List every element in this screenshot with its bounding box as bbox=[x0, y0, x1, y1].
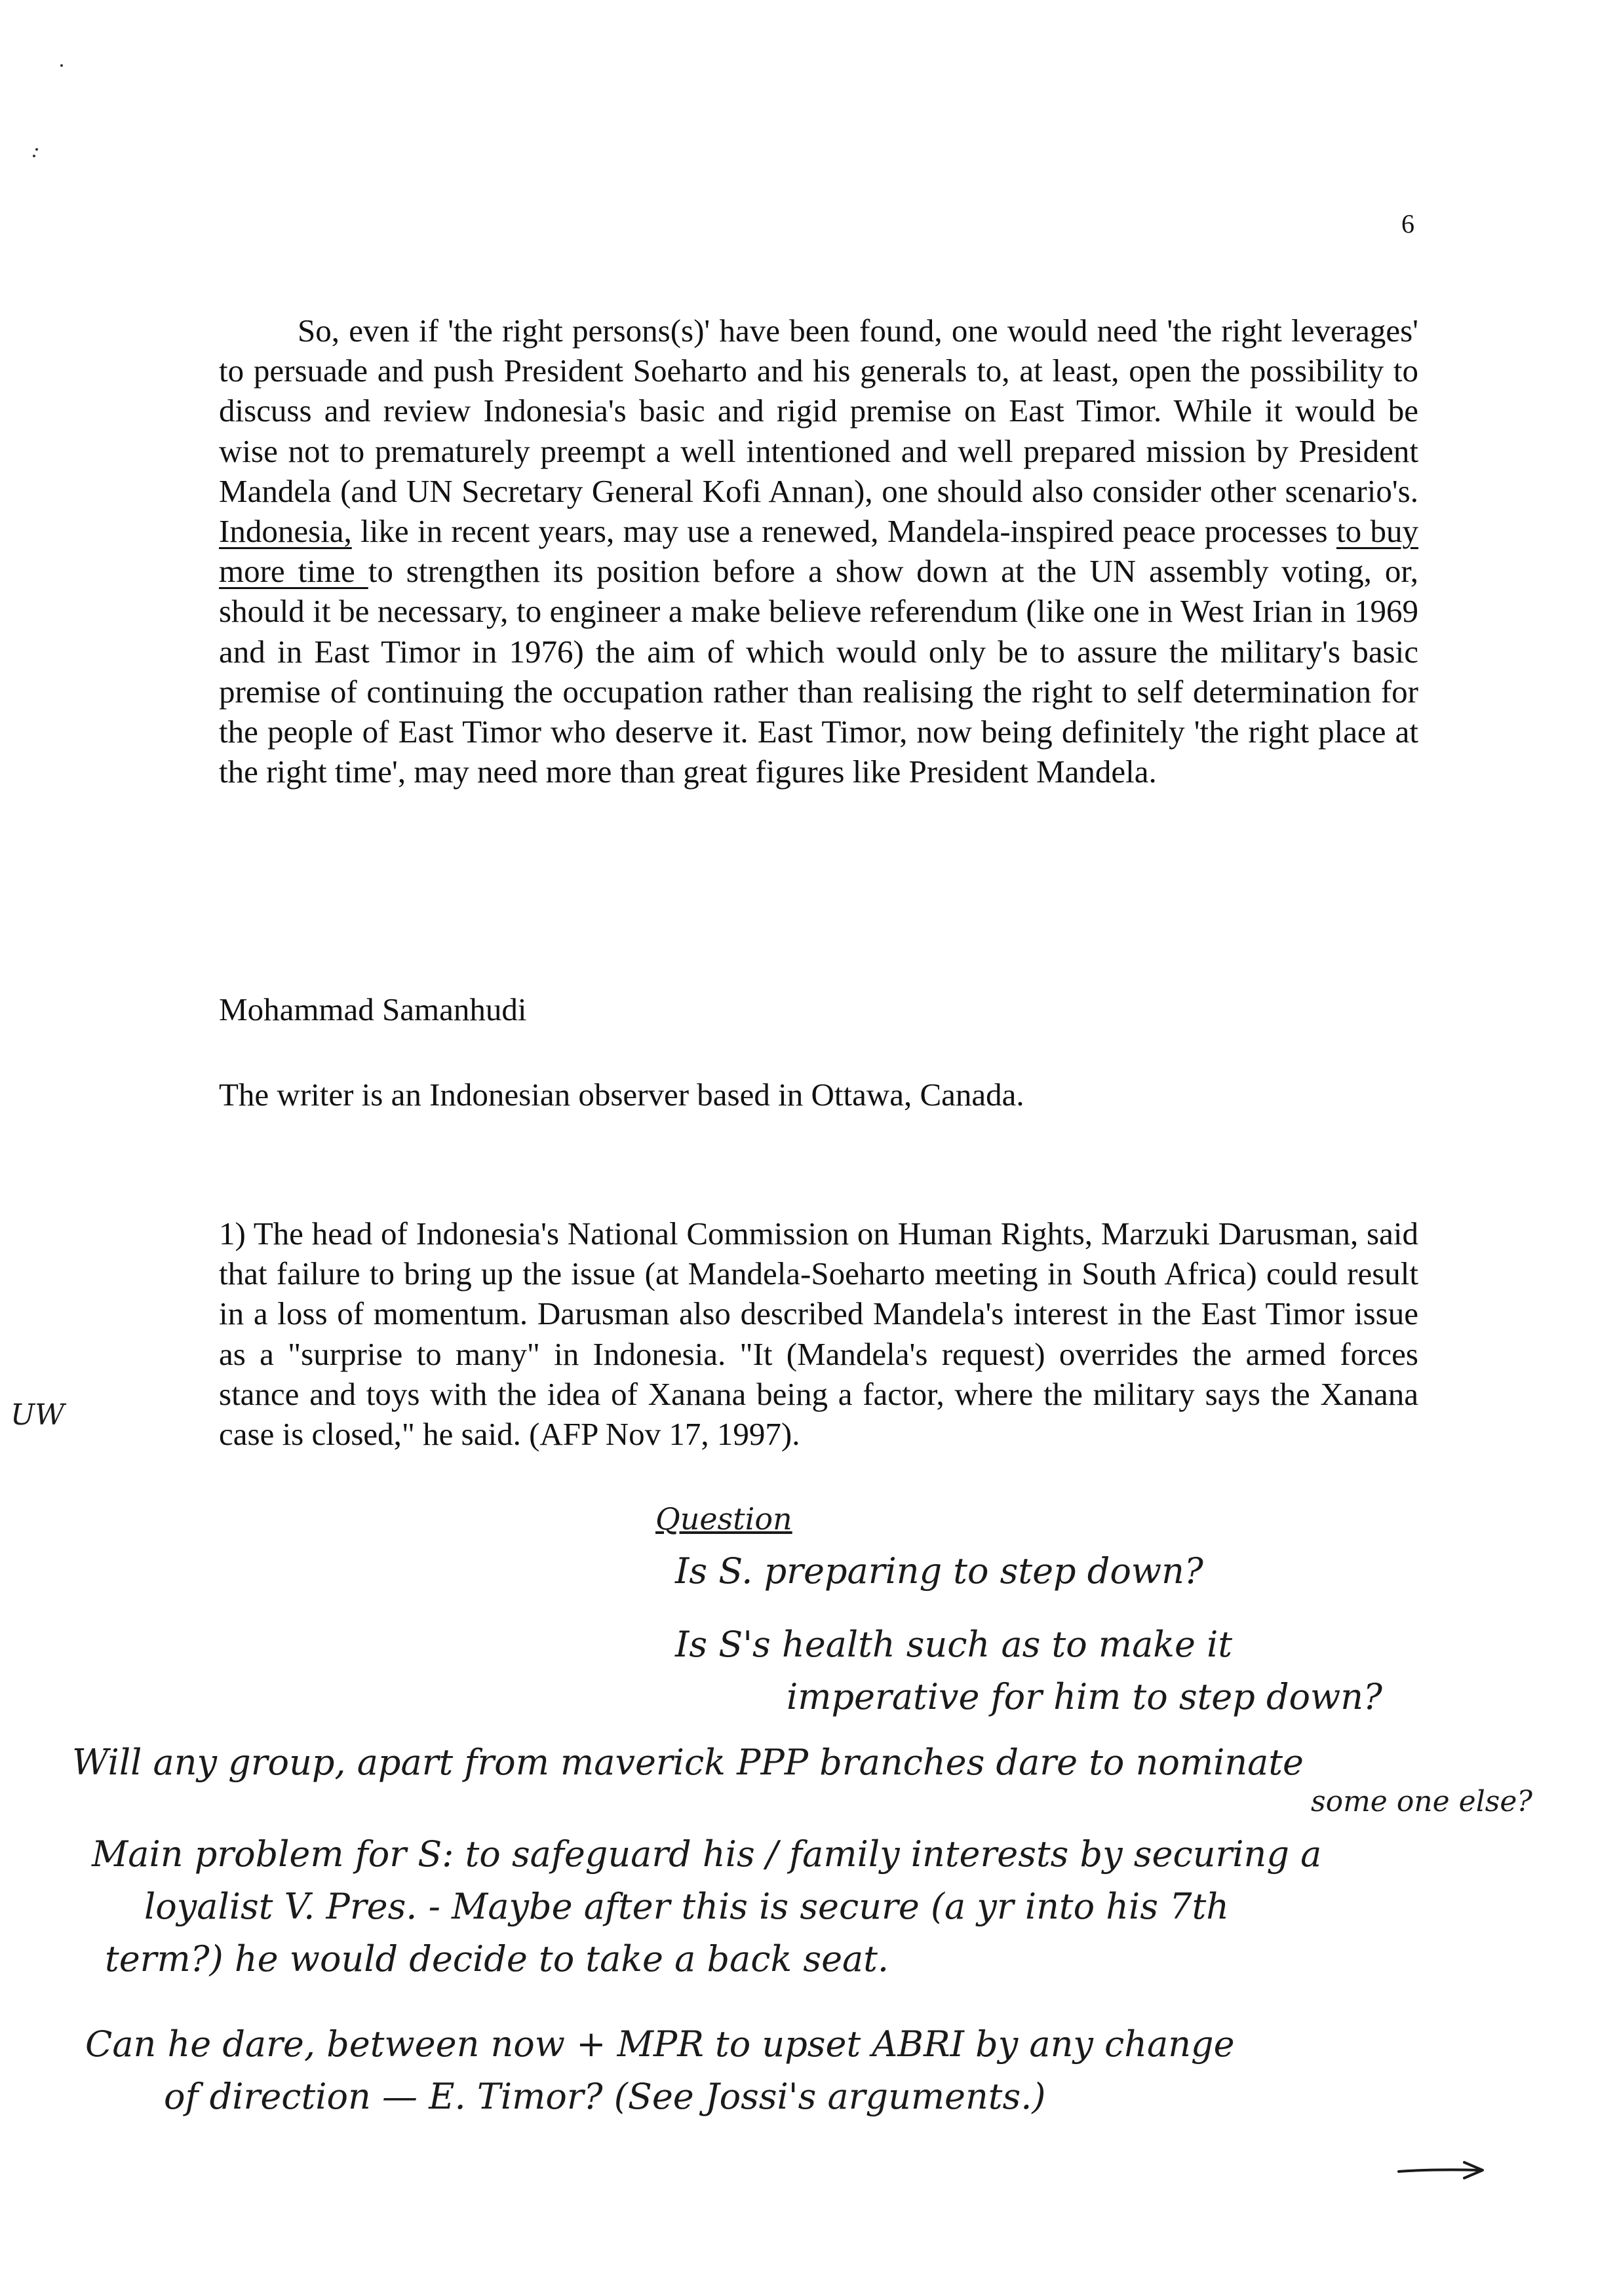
main-paragraph-part3: like in recent years, may use a renewed, Mandela-inspired peace processes bbox=[351, 513, 1336, 550]
scan-speck bbox=[60, 64, 63, 67]
scan-speck bbox=[35, 148, 38, 151]
handwritten-question-2: Is S's health such as to make it bbox=[675, 1624, 1233, 1665]
handwritten-note-4-cont: loyalist V. Pres. - Maybe after this is secure (a yr into his 7th bbox=[144, 1886, 1230, 1927]
main-paragraph-part5: to strengthen its position before a show down at the UN assembly voting, or, should it be necessary, to engineer a make believe referendum (like one in West Irian in 1969 and in East Timor in 1976) the aim of which would only be to assure the military's basic premise of continuing the occupation rather than realising the right to self determination for the people of East Timor who deserve it. East Timor, now being definitely 'the right place at the right time', may need more than great figures like President Mandela. bbox=[219, 553, 1418, 790]
handwritten-note-4-cont2: term?) he would decide to take a back seat. bbox=[105, 1938, 889, 1980]
scan-speck bbox=[33, 155, 35, 157]
underlined-phrase-indonesia: Indonesia, bbox=[219, 513, 352, 550]
handwritten-note-4: Main problem for S: to safeguard his / family interests by securing a bbox=[92, 1833, 1322, 1875]
page-number: 6 bbox=[1401, 209, 1414, 239]
right-arrow-icon bbox=[1396, 2156, 1488, 2182]
handwritten-question-3: Will any group, apart from maverick PPP branches dare to nominate bbox=[72, 1742, 1304, 1783]
main-paragraph-part1: So, even if 'the right persons(s)' have been found, one would need 'the right leverages' to persuade and push President Soeharto and his generals to, at least, open the possibility to discuss and review Indonesia's basic and rigid premise on East Timor. While it would be wise not to prematurely preempt a well intentioned and well prepared mission by President Mandela (and UN Secretary General Kofi Annan), one should also consider other scenario's. bbox=[219, 313, 1418, 509]
underlined-phrase-buy-time: to buy more time bbox=[219, 513, 1418, 590]
footnote: 1) The head of Indonesia's National Commission on Human Rights, Marzuki Darusman, said that failure to bring up the issue (at Mandela-Soeharto meeting in South Africa) could result in a loss of momentum. Darusman also described Mandela's interest in the East Timor issue as a "surprise to many" in Indonesia. "It (Mandela's request) overrides the armed forces stance and toys with the idea of Xanana being a factor, where the military says the Xanana case is closed," he said. (AFP Nov 17, 1997). bbox=[219, 1215, 1418, 1453]
handwritten-heading: Question bbox=[655, 1501, 792, 1537]
main-paragraph bbox=[219, 311, 1418, 792]
handwritten-question-2-cont: imperative for him to step down? bbox=[787, 1676, 1383, 1717]
handwritten-question-1: Is S. preparing to step down? bbox=[675, 1550, 1203, 1592]
author-name: Mohammad Samanhudi bbox=[219, 991, 527, 1027]
handwritten-question-5-cont: of direction — E. Timor? (See Jossi's arguments.) bbox=[164, 2076, 1046, 2117]
handwritten-question-5: Can he dare, between now + MPR to upset ABRI by any change bbox=[85, 2023, 1235, 2065]
handwritten-question-3-cont: some one else? bbox=[1311, 1785, 1532, 1818]
margin-initials: UW bbox=[10, 1398, 65, 1432]
author-note: The writer is an Indonesian observer based in Ottawa, Canada. bbox=[219, 1077, 1024, 1113]
